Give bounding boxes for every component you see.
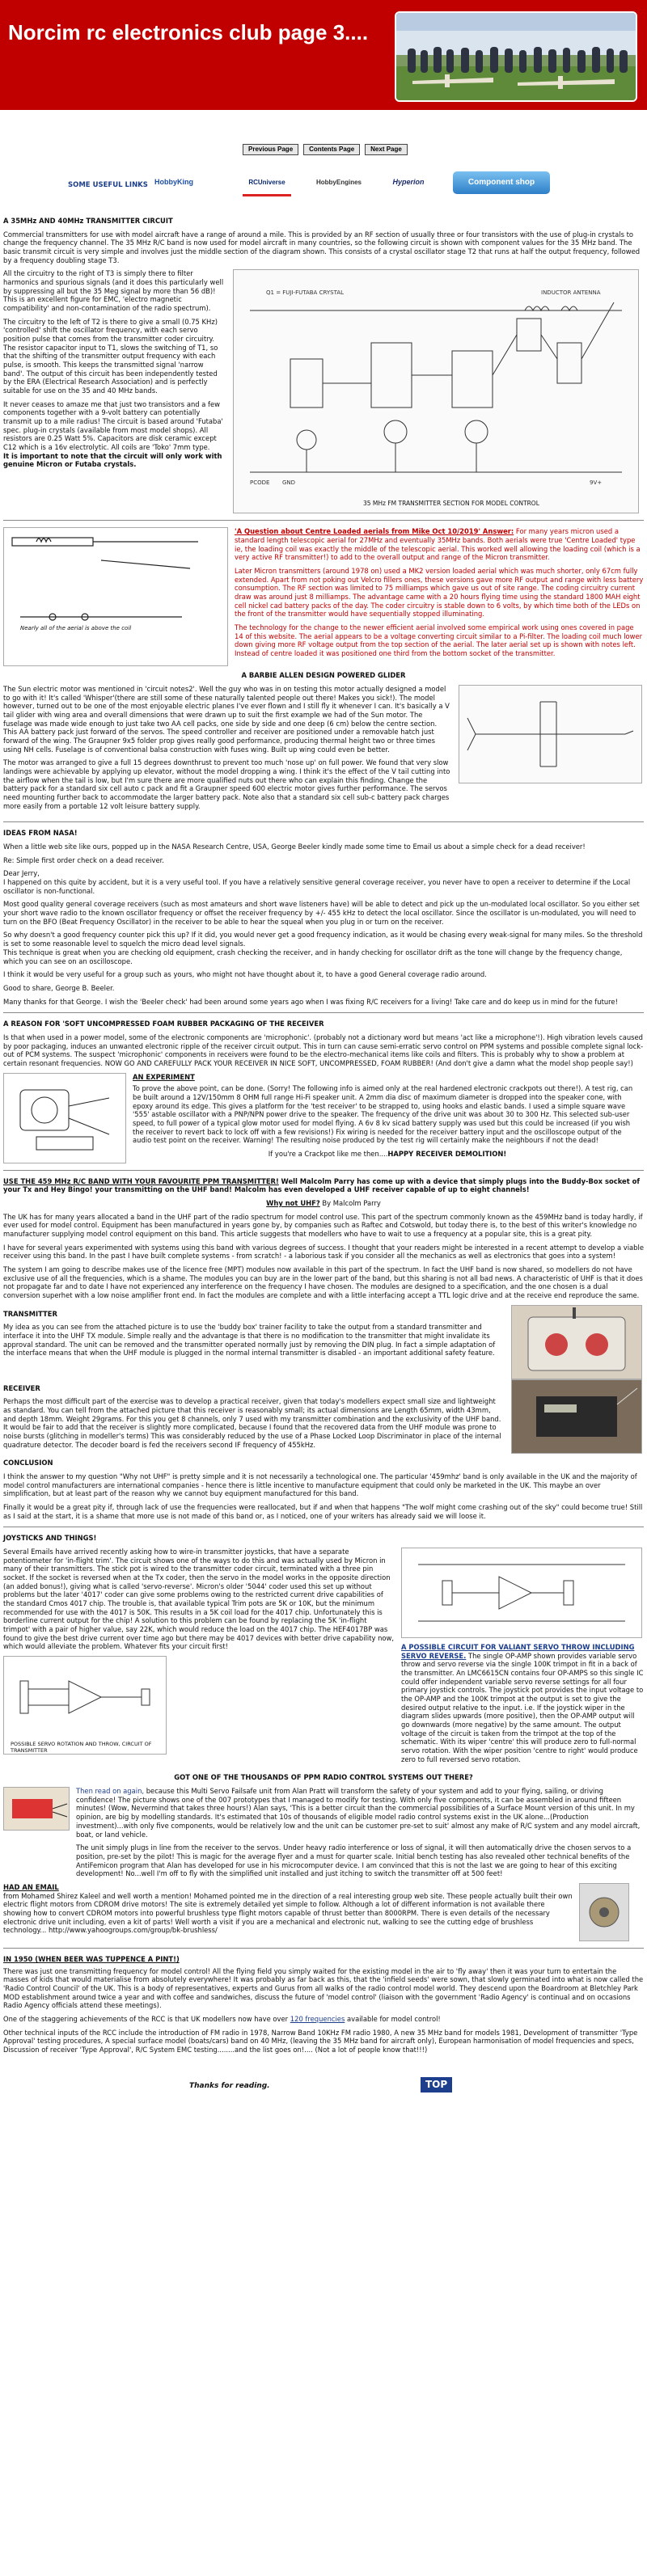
uhf-text-3: The system I am going to describe makes use of the licence free (MPT) modules now available in this part of the spectrum. In fact the UHF band is now shared, so modellers do not have exclusive use of all the frequencies, which is a shame. The modules you can buy are in the lower part of the band, but this sharing is not all bad news. A characteristic of UHF is that it does not propagate far and to date I have not experienced any interference on the frequency I have chosen. The modules are designed to a specification, and the one chosen is a dual conversion superhet with a low noise amplifier front end. In fact the modules are complete and with a little interfacing accept a TTL logic drive and at the receive end reproduce the same.	[3, 1265, 643, 1299]
ppm-text-2: The unit simply plugs in line from the receiver to the servos. Under heavy radio interference or loss of signal, it will then automatically drive the chosen servos to a position, pre-set by the pilot! This is magic for the average flyer and a must for quarter scale. Initial bench testing has also revealed other technical benefits of the AntiFemicon program that Alan has developed for use in his microcomputer device. I am convinced that this is not the last we are going to hear of this exciting development! No...well I'm off to fly with the simplified unit installed and just itching to switch the transmitter off at 500 feet!	[76, 1843, 632, 1878]
why-uhf-author: By Malcolm Parry	[322, 1198, 381, 1207]
transmitter-text-4: It never ceases to amaze me that just two transistors and a few components together with a 9-volt battery can potentially transmit up to a mile radius! The circuit is based around 'Futaba' spec. plug-in crystals (available from most model shops). All resistors are 0.25 Watt 5%. Capacitors are disk ceramic except C12 which is a 16v electrolytic. All coils are 'Toko' 7mm type.	[3, 399, 223, 452]
nasa-text-4: I happened on this quite by accident, but it is a very useful tool. If you have a relatively sensitive general coverage receiver, you never have to open a receiver to determine if the Local oscillator is non-functional.	[3, 878, 631, 895]
aerial-sketch	[3, 527, 228, 666]
transmitter-text-2: All the circuitry to the right of T3 is simply there to filter harmonics and spurious signals (and it does this particularly well by suppressing all but the 35 Meg signal by more than 56 dB)! This is an excellent figure for EMC, 'electro magnetic compatibility' and non-contamination of the radio spectrum).	[3, 269, 224, 313]
aerial-question: 'A Question about Centre Loaded aerials from Mike Oct 10/2019' Answer:	[235, 527, 514, 536]
divider	[3, 1170, 644, 1171]
email-heading: HAD AN EMAIL	[3, 1882, 59, 1891]
experiment-text: To prove the above point, can be done. (Sorry! The following info is aimed only at the real hardened electronic crackpots out there!). A test rig, can be built around a 12V/150mm 8 OHM full range Hi-Fi speaker unit. A 2mm dia disc of maximum diameter is dropped into the speaker cone, with epoxy around its edge. This gives a platform for the 'test receiver' to be strapped to, using hooks and elastic bands. I used a simple square wave '555' astable oscillator with a PNP/NPN power drive to the speaker. The frequency of the drive unit was about 30 to 300 Hz. This selected sub-user speed, to full power of a typical glow motor used for model flying. A 6v 8 kv sicad battery supply was used but this could be increased (if you wish the receiver to revert back to lock off with a few revisions!) Fix wiring is needed for the receiver battery input and the oscilloscope output of the audio test point on the receiver. Warning! The resulting noise produced by the test rig will certainly make the neighbours if not the dead!	[133, 1084, 633, 1145]
divider	[3, 520, 644, 521]
glider-plan-drawing	[459, 685, 642, 783]
hobbyking-logo-link[interactable]: HobbyKing	[154, 178, 193, 187]
divider	[3, 1012, 644, 1013]
conclusion-text-2: Finally it would be a great pity if, through lack of use the frequencies were reallocated, but if and when that happens "The wolf might come crashing out of the sky" could become true! Still as I said at the start, it is a shame that more use is not made of this band or, as I noticed, one of your writers has already said we will loose it.	[3, 1503, 643, 1520]
thanks-text: Thanks for reading.	[189, 2081, 270, 2090]
conclusion-heading: CONCLUSION	[3, 1459, 53, 1467]
club-group-photo	[395, 11, 637, 102]
svg-text:Q1 = FUJI-FUTABA CRYSTAL: Q1 = FUJI-FUTABA CRYSTAL	[266, 289, 345, 297]
contents-page-button[interactable]: Contents Page	[303, 144, 360, 155]
email-text: from Mohamed Shirez Kaleel and well worth a mention! Mohamed pointed me in the direction of a real interesting group web site. These people actually built their own electric flight motors from CDROM drive motors! The site is extremely detailed yet simple to follow. Although a lot of different information is not available there showing how to convert CDROM motors into powerful brushless type flight motors capable of thrust better than 8000RPM. There is even details of the necessary electronic drive unit including, even a kit of parts! Well worth a visit if you are a mechanical and electronic nut, walking to see the cutting edge of brushless technology... http://www.yahoogroups.com/group/bk-brushless/	[3, 1891, 573, 1935]
joystick-caption: POSSIBLE SERVO ROTATION AND THROW, CIRCUIT OF TRANSMITTER	[11, 1741, 152, 1755]
transmitter-schematic	[233, 269, 639, 513]
nasa-text-2: Re: Simple first order check on a dead receiver.	[3, 855, 164, 864]
servo-throw-text: The single OP-AMP shown provides variable servo throw and servo reverse via the single 100K trimpot in fit in a back of the transmitter. An LMC6615CN contains four OP-AMPS so this single IC could offer independent variable servo reverse settings for all four primary joystick controls. The joystick pot provides the input voltage to the OP-AMP and the 100K trimpot at the output is set to give the desired output relative to the input. i.e. If the joystick wiper in the diagram slides upwards (more positive), then the OP-AMP output will go downwards (more negative) by the same amount. The output voltage of the circuit is taken from the trimpot at the top of the schematic. With its wiper 'centre' this will produce zero to full-normal servo rotation. With the wiper position 'centre to right' would produce zero to full reversed servo rotation.	[401, 1651, 644, 1763]
svg-text:INDUCTOR ANTENNA: INDUCTOR ANTENNA	[541, 289, 601, 297]
content	[3, 212, 644, 2106]
hyperion-logo-link[interactable]: Hyperion	[392, 178, 425, 187]
experiment-end: If you're a Crackpot like me then....	[268, 1149, 388, 1158]
hobbyengines-logo-link[interactable]: HobbyEngines	[315, 178, 362, 186]
ppm-text-1: because this Multi Servo Failsafe unit from Alan Pratt will transform the safety of your system and add to your flying, sailing, or driving confidence! The picture shows one of the 007 prototypes that I managed to modify for testing. With only five components, it can be assembled in around fifteen minutes! (Wow, Nevermind that takes three hours!) Alan says, 'This is a better circuit than the commercial possibilities of a Surface Mount version of this unit. In my opinion, are big by modelling standards. It's estimated that 10s of thousands of eligible model radio control systems exist in the UK alone...(Production investment)...with only five components, would be relatively low and the unit can be customer pre-set to suit' almost any make of R/C system and any model aircraft, boat, or land vehicle.	[76, 1787, 641, 1839]
joysticks-text: Several Emails have arrived recently asking how to wire-in transmitter joysticks, that have a separate potentiometer for 'in-flight trim'. The circuit shows one of the ways to do this and was actually used by Micron in many of their transmitters. The stick pot is wired to the transmitter coder circuit, terminated with a three pin socket. If the socket is reversed when at the Tx coder, then the servo in the model works in the opposite direction (an added bonus!), giving what is called 'servo-reverse'. Micron's older '5044' coder used this set up without problems but the later '4017' coder can give some problems owing to the restricted current drive capabilities of the standard Cmos 4017 chip. The trouble is, that available typical Trim pots are 5K or 10K, but the minimum recommended for use with the 4017 is 50K. This results in a 5K coil load for the 4017 chip. Unfortunately this is borderline current output for the chip! A solution to this problem can be found by replacing the 5K 'in-flight trimpot' with a pair of higher value, say 22K, which would reduce the load on the 4017 chip. The HEF4017BP was found to give the best drive current over time ago but there may be 4017 devices with better drive capability now, which would alleviate the problem. Whatever fits your circuit first!	[3, 1548, 395, 1651]
rx-heading: RECEIVER	[3, 1383, 40, 1392]
glider-text-2: The motor was arranged to give a full 15 degrees downthrust to prevent too much 'nose up' on full power. We found that very slow landings were achievable by applying up elevator, without the model dropping a wing. I think it's the effect of the V tail cutting into the airflow when the tail is low, but I'm sure there are more qualified nuts out there who can explain this finding. Change the battery pack for a standard six cell auto c pack and fit a Graupner speed 600 electric motor gives further performance. The servos need mounting further back to accommodate the larger battery pack. Note also that a standard six cell sub-c battery pack charges more easily from a portable 12 volt leisure battery supply.	[3, 758, 450, 810]
nasa-text-9: Good to share, George B. Beeler.	[3, 983, 115, 992]
ppm-lead: Then read on again,	[76, 1787, 145, 1796]
uhf-transmitter-photo	[511, 1305, 642, 1379]
servo-reverse-schematic	[401, 1548, 642, 1638]
uhf-text-1: The UK has for many years allocated a band in the UHF part of the radio spectrum for model control use. This part of the spectrum commonly known as the 459MHz band is today hardly, if ever used for model control. Equipment has been manufactured in years gone by, by companies such as Raftec and Cotswold, but today there is, to the best of this writer's knowledge no manufacturer supplying model control equipment on this band. This article suggests that modellers who have to wait to use a frequency at a popular site, this is a great pity.	[3, 1212, 643, 1238]
tx-text: My idea as you can see from the attached picture is to use the 'buddy box' trainer facility to take the output from a standard transmitter and interface it into the UHF TX module. Simple really and the advantage is that there is no modification to the transmitter that might invalidate its approval standard. The unit can be removed and the transmitter operated normally just by removing the DIN plug. In fact a simple adaptation of the interface means that when the UHF module is plugged in the normal internal transmitter is disabled - an important additional safety feature.	[3, 1323, 496, 1358]
1950-text-2a: One of the staggering achievements of the RCC is that UK modellers now have over	[3, 2014, 289, 2023]
failsafe-unit-photo	[3, 1787, 70, 1831]
nasa-text-5: Most good quality general coverage receivers (such as most amateurs and short wave listeners have) will be able to detect and pick up the un-modulated local oscillator. So you either set your short wave radio to the known oscillator frequency or offset the receiver frequency by +/- 455 kHz to detect the local oscillator. Since the oscillator is un-modulated, you will need to turn on the BFO (Beat Frequency Oscillator) in the receiver to be able to hear the squeal when you plug in or turn on the receiver.	[3, 900, 640, 926]
conclusion-text-1: I think the answer to my question "Why not UHF" is pretty simple and it is not necessarily a technological one. The particular '459mhz' band is only available in the UK and the majority of model control manufacturers are international companies - hence there is little incentive to manufacture equipment that could only be marketed in the UK. This maybe an over simplification, but at least part of the reason why we cannot buy equipment manufactured for this band.	[3, 1472, 637, 1498]
experiment-end-bold: HAPPY RECEIVER DEMOLITION!	[387, 1149, 507, 1158]
tx-heading: TRANSMITTER	[3, 1309, 57, 1318]
glider-heading: A BARBIE ALLEN DESIGN POWERED GLIDER	[241, 671, 406, 680]
transmitter-text-3: The circuitry to the left of T2 is there to give a small (0.75 KHz) 'controlled' shift the oscillator frequency, with each servo position pulse that comes from the transmitter coder circuitry. The resistor capacitor input to T1, slows the switching of T1, so that the shifting of the transmitter output frequency with each pulse, is smooth. This keeps the transmitted signal 'narrow band'. The output of this circuit has been independently tested by the ERA (Electrical Research Association) and is perfectly suitable for use on the 35 and 40 MHz bands.	[3, 317, 218, 395]
servo-throw-heading: A POSSIBLE CIRCUIT FOR VALIANT SERVO THROW INCLUDING SERVO REVERSE.	[401, 1643, 635, 1660]
top-button[interactable]: TOP	[421, 2077, 452, 2092]
nasa-text-7: This technique is great when you are checking old equipment, crash checking the receiver, and in handy checking for oscillator drift as the tone will change by the frequency change, which you can see on an oscilloscope.	[3, 948, 623, 965]
svg-text:PCODE: PCODE	[250, 479, 270, 487]
aerial-answer: For many years micron used a standard length telescopic aerial for 27MHz and eventually 35MHz bands. Both aerials were true 'Centre Loaded' type ie, the loading coil was exactly the middle of the telescopic aerial. This worked well allowing the loading coil (which is a very active RF transmitter!) to add to the overall output and range of the Micron transmitter.	[235, 527, 641, 562]
page-title: Norcim rc electronics club page 3....	[8, 20, 369, 44]
schematic-caption: 35 MHz FM TRANSMITTER SECTION FOR MODEL CONTROL	[363, 500, 539, 508]
nasa-heading: IDEAS FROM NASA!	[3, 829, 78, 838]
uhf-heading-sub: Well Malcolm Parry has come up with a device that simply plugs into the Buddy-Box socket of your Tx and Hey Bingo! your transmitting on the UHF band! Malcolm has even developed a UHF receiver capable of up to eight channels!	[3, 1176, 641, 1194]
nasa-text-1: When a little web site like ours, popped up in the NASA Research Centre, USA, George Beeler kindly made some time to Email us about a simple check for a dead receiver!	[3, 842, 586, 851]
1950-heading: IN 1950 (WHEN BEER WAS TUPPENCE A PINT!)	[3, 1954, 180, 1963]
aerial-answer-3: The technology for the change to the newer efficient aerial involved some empirical work using ones covered in page 14 of this website. The aerial appears to be a voltage converting circuit similar to a Pi-filter. The loading coil much lower down giving more RF voltage output from the top section of the aerial. The later aerial set up is shown with notes left. Instead of centre loaded it was positioned one third from the bottom socket of the transmitter.	[235, 623, 643, 658]
page-nav	[243, 144, 408, 155]
ppm-heading: GOT ONE OF THE THOUSANDS OF PPM RADIO CONTROL SYSTEMS OUT THERE?	[174, 1773, 473, 1782]
1950-text-1: There was just one transmitting frequency for model control! All the flying field you simply waited for the existing model in the air to 'fly away' then it was your turn to entertain the masses of kids that would materialise from absolutely everywhere! It was probably as far back as this, that the 'infield seeds' were sown, that slowly germinated into what is now called the 'Radio Control Council' of the UK. This is a body of representatives, experts and Gurus from all walks of the radio control model world. They descend upon the Boardroom at Bletchley Park MOD establishment around twice a year and with coffee and sandwiches, discuss the future of 'model control' (liaison with the government 'Radio Agency' is continual and on occasions Radio Agency officials attend these meetings).	[3, 1966, 644, 2010]
joysticks-heading: JOYSTICKS AND THINGS!	[3, 1534, 97, 1543]
1950-text-2b: available for model control!	[347, 2014, 441, 2023]
uhf-receiver-photo	[511, 1379, 642, 1454]
foam-text: Is that when used in a power model, some of the electronic components are 'microphonic'. (probably not a dictionary word but means 'act like a microphone'!). High vibration levels caused by poor packaging, induces an unwanted electronic ripple of the receiver circuit output. This in turn can cause semi-erratic servo control on PPM systems and possible complete signal lock-out of PCM systems. The suspect 'microphonic' components in receivers were found to be the electro-mechanical items like coils and filters. This is probably why to show a problem at certain resonant frequencies. NOW GO AND CAREFULLY PACK YOUR RECEIVER IN NICE SOFT, UNCOMPRESSED, FOAM RUBBER! (And don't give a damn what the model shop people say!)	[3, 1033, 644, 1067]
divider	[3, 821, 644, 822]
experiment-sketch	[3, 1073, 126, 1163]
uhf-text-2: I have for several years experimented with systems using this band with various degrees of success. I thought that your readers might be interested in a recent attempt to develop a viable receiver using this band. In the past I have built complete systems - from scratch! - a laborious task if you consider all the mechanics as well as electronics that goes into a system!	[3, 1243, 644, 1261]
divider	[3, 1948, 644, 1949]
crystal-warning: It is important to note that the circuit will only work with genuine Micron or Futaba crystals.	[3, 451, 222, 469]
nasa-text-8: I think it would be very useful for a group such as yours, who might not have thought about it, to have a good General coverage radio around.	[3, 970, 487, 979]
rcuniverse-logo-link[interactable]: RCUniverse	[243, 171, 291, 196]
header-banner	[0, 0, 647, 110]
nasa-text-6: So why doesn't a good frequency counter pick this up? If it did, you would never get a good frequency indication, as it would be chasing every weak-signal for many miles. So the threshold is set to some reasonable level to squelch the micro dead level signals.	[3, 931, 643, 948]
next-page-button[interactable]: Next Page	[365, 144, 408, 155]
brushless-motor-photo	[579, 1883, 629, 1941]
frequencies-link[interactable]: 120 frequencies	[290, 2014, 345, 2023]
svg-text:GND: GND	[282, 479, 296, 487]
joystick-schematic	[3, 1656, 167, 1755]
experiment-heading: AN EXPERIMENT	[133, 1072, 195, 1081]
1950-text-3: Other technical inputs of the RCC include the introduction of FM radio in 1978, Narrow Band 10KHz FM radio 1980, A new 35 MHz band for models 1981, Development of transmitter 'Type Approval' testing procedures, A special surface model (boats/cars) band on 40 MHz, (leaving the 35 MHz band for aircraft only), European harmonisation of model frequencies and specs, Discussion of receiver 'Type Approval', R/C System EMC testing........and the list goes on!.... (Not a lot of people know that!!!)	[3, 2028, 638, 2054]
aerial-answer-2: Later Micron transmitters (around 1978 on) used a MK2 version loaded aerial which was much shorter, only 67cm fully extended. Apart from not poking out Velcro fillers ones, these versions gave more RF output and range with less battery consumption. The RF section was limited to 75 milliamps which gave us out of site range. The coding circuitry current draw was around just 8 milliamps. The advantage came with a 20 hours flying time using the standard 1800 MAH eight cell nickel cad battery packs of the day. The coder circuitry is stable down to 6 volts, by which time both of the LEDs on the front of the transmitter would have sequentially stopped illuminating.	[235, 567, 644, 619]
transmitter-circuit-heading: A 35MHz AND 40MHz TRANSMITTER CIRCUIT	[3, 217, 173, 225]
component-shop-logo-link[interactable]: Component shop	[453, 171, 550, 194]
previous-page-button[interactable]: Previous Page	[243, 144, 298, 155]
sketch-note: Nearly all of the aerial is above the coil	[20, 625, 132, 632]
transmitter-intro: Commercial transmitters for use with model aircraft have a range of around a mile. This is provided by an RF section of usually three or four transistors with the use of plug-in crystals to change the frequency channel. The 35 MHz R/C band is now used for model aircraft in many countries, so the following circuit is shown with component values for the 35 MHz band. The basic transmit circuit is very simple and involves just the middle section of the diagram shown. This consists of a crystal oscillator stage T2 that runs at half the output frequency, followed by a frequency doubling stage T3.	[3, 230, 641, 264]
rx-text: Perhaps the most difficult part of the exercise was to develop a practical receiver, given that today's modellers expect small size and lightweight as standard. You can tell from the attached picture that this receiver is reasonably small; its actual dimensions are Length 65mm, width 43mm, and depth 18mm. Weight 29grams. For this you get 8 channels, only 7 used with my transmitter combination and the exclusivity of the UHF band. It would be fair to add that the receiver is slightly more complicated, because I found that the recovered data from the UHF module was prone to noise bursts (glitching in modeller's terms) This was considerably reduced by the use of a Phase Locked Loop Discriminator in place of the internal quadrature detector. The decoder board is fed the receivers second IF frequency of 455kHz.	[3, 1397, 501, 1449]
nasa-text-3: Dear Jerry,	[3, 869, 40, 878]
useful-links-label: SOME USEFUL LINKS	[68, 181, 148, 189]
foam-heading: A REASON FOR 'SOFT UNCOMPRESSED FOAM RUBBER PACKAGING OF THE RECEIVER	[3, 1020, 324, 1028]
uhf-heading: USE THE 459 MHz R/C BAND WITH YOUR FAVOURITE PPM TRANSMITTER!	[3, 1176, 279, 1185]
why-uhf-heading: Why not UHF?	[266, 1198, 320, 1207]
svg-text:9V+: 9V+	[590, 479, 603, 487]
glider-text-1: The Sun electric motor was mentioned in 'circuit notes2'. Well the guy who was in on testing this motor actually designed a model to go with it! It's called 'Whisper'(there are still some of these naturally talented people out there! Makes you sick!). The model however, turned out to be one of the most enjoyable electric planes I've ever flown and I still fly it whenever I can. It's basically a V tail glider with wing area and overall dimensions that were drawn up to suit the first example we had of the Sun motor. The fuselage was made wide enough to just take two AA cell packs, one side by side and one deep (6 cm) below the centre section. This AA battery pack just forward of the servos. The speed controller and receiver are positioned under a removable hatch just forward of the wing. The Graupner 9x5 folder prop gives really good performance, producing thermal height two or three times using NH cells. Fuselage is of conventional balsa construction with fuses wing. Built up wing could even be better.	[3, 685, 450, 754]
nasa-text-10: Many thanks for that George. I wish the 'Beeler check' had been around some years ago when I was fixing R/C receivers for a living! Take care and do keep us in mind for the future!	[3, 997, 618, 1006]
